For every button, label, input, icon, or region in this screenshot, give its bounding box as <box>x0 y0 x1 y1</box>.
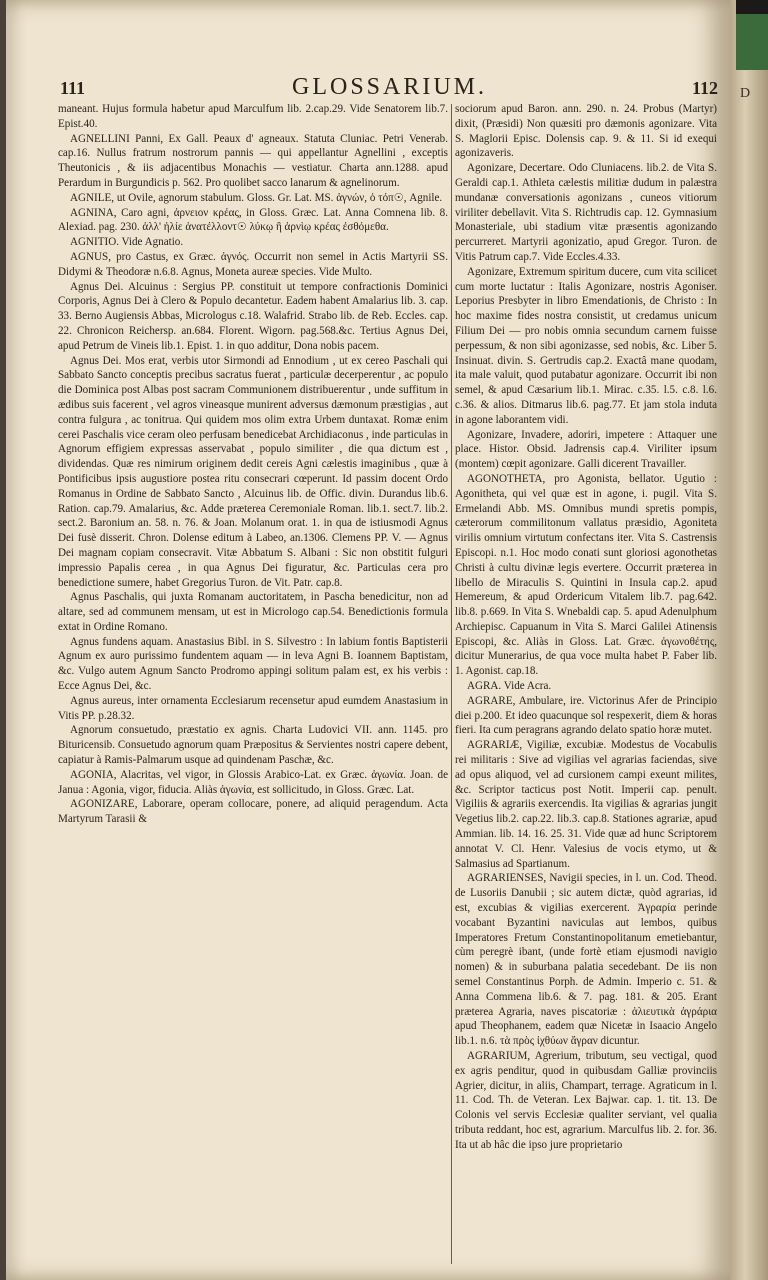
entry-agonizare-extremum: Agonizare, Extremum spiritum ducere, cum vita scilicet cum morte luctatur : Italis Agonizare, nostris Agoniser. Leporius Presbyter in libro Emendationis, de Christo : In hoc maxime fides nostra consistit, ut credamus unicum Filium Dei — pro nobis omnia secundum carnem fuisse perpessum, & non sibi agonizasse, sed nobis, &c. Liber 5. Insinuat. divin. S. Gertrudis cap.2. Exactâ mane quodam, ita male valuit, quod putabatur agonizare. Occurrit ibi non semel, & apud Cæsarium lib.1. Mirac. c.35. l.5. c.8. l.6. c.36. & alios. Ditmarus lib.6. pag.77. Et jam stola induta in agone laborantem vidi. <box>455 265 717 426</box>
entry-agnus-aureus: Agnus aureus, inter ornamenta Ecclesiarum recensetur apud eumdem Anastasium in Vitis PP. p.28.32. <box>58 694 448 722</box>
entry-agnus: AGNUS, pro Castus, ex Græc. ἁγνός. Occurrit non semel in Actis Martyrii SS. Didymi & Theodoræ n.6.8. Agnus, Moneta aureæ species. Vide Multo. <box>58 250 448 278</box>
entry-agra: AGRA. Vide Acra. <box>467 680 552 693</box>
entry-agnile: AGNILE, ut Ovile, agnorum stabulum. Gloss. Gr. Lat. MS. ἀγνών, ὁ τόπ☉, Agnile. <box>70 191 443 204</box>
entry-agrarienses: AGRARIENSES, Navigii species, in l. un. Cod. Theod. de Lusoriis Danubii ; sic autem dictæ, quòd agrarias, id est, excubias & vigilias exercerent. Ἀγραρία perinde vocabant Byzantini naviculas aut lembos, quibus Imperatores Fretum Constantinopolitanum emetiebantur, cùm peregrè ibant, (unde fortè etiam ejusmodi navigio nomen) & in suburbana palatia secedebant. De iis non semel Constantinus Porph. de Admin. Imperio c. 51. & Anna Commena lib.6. & 7. pag. 181. & 205. Erant præterea Agraria, naves piscatoriæ : ἁλιευτικὰ ἀγράρια apud Theophanem, eadem quæ Nicetæ in Isaacio Angelo lib.1. n.6. τὰ πρὸς ἰχθύων ἄγραν dicuntur. <box>455 872 717 1048</box>
entry-paragraph: sociorum apud Baron. ann. 290. n. 24. Probus (Martyr) dixit, (Præsidi) Non quæsiti pro dæmonis agonizare. Vita S. Maglorii Episc. Dolensis cap. 9. & 11. Si id exequi agonizaveris. <box>455 103 717 160</box>
entry-agonotheta: AGONOTHETA, pro Agonista, bellator. Ugutio : Agonitheta, qui vel quæ est in agone, i. pugil. Vita S. Ermelandi Abb. MS. Omnibus mundi spretis pompis, cæterorum commilitonum vallatus præsidio, Agoniteta virilis omnium virtutum confectans iter. Vita S. Castrensis Episcopi. n.1. Hoc modo conati sunt gloriosi agonothetas Christi à cultu divinæ legis evertere. Occurrit præterea in libello de Miraculis S. Quintini in Insula cap.2. apud Hemereum, & apud Ordericum Vitalem lib.7. pag.642. lib.8. p.669. In Vita S. Wnebaldi cap. 5. apud Adenulphum Archiepisc. Capuanum in Vita S. Marci Galilei Atinensis Episcopi, &c. Aliàs in Gloss. Lat. Græc. ἀγωνοθέτης, dicitur Munerarius, de qua voce multa habet P. Faber lib. 1. Agonist. cap.18. <box>455 472 717 678</box>
left-page-number: 111 <box>60 78 86 98</box>
entry-agrariae: AGRARIÆ, Vigiliæ, excubiæ. Modestus de Vocabulis rei militaris : Sive ad vigilias vel agrarias faciendas, sive ad opus aliquod, vel ad cursionem campi exeunt milites, &c. Scriptor tacticus post Notit. Imperii cap. penult. Vigiliis & agrariis exercendis. Ita vigilias & agrarias jungit Vegetius lib.2. cap.22. lib.3. cap.8. Stationes agrariæ, apud Ammian. lib. 14. 16. 25. 31. Vide quæ ad hunc Scriptorem annotat V. Cl. Henr. Valesius de vocis etymo, ut & Salmasius ad Spartianum. <box>455 739 717 870</box>
entry-agrarium: AGRARIUM, Agrerium, tributum, seu vectigal, quod ex agris penditur, quod in quibusdam Galliæ provinciis Agrier, dicitur, in aliis, Champart, terrage. Agraticum in l. 11. Cod. Th. de Veteran. Lex Bajwar. cap. 1. tit. 13. De Colonis vel servis Ecclesiæ qualiter serviant, vel qualia tributa reddant, hoc est, agrarium. Marculfus lib. 2. for. 36. Ita ut ab hâc die ipso jure proprietario <box>455 1050 717 1151</box>
entry-agnellini: AGNELLINI Panni, Ex Gall. Peaux d' agneaux. Statuta Cluniac. Petri Venerab. cap.16. Nullus fratrum nostrorum pannis — qui appellantur Agnellini , exceptis Theutonicis , & iis adjacentibus Monachis — vestiatur. Charta ann.1288. apud Perardum in Burgundicis p. 562. Pro quolibet sacco lanarum & agnelinorum. <box>58 132 448 189</box>
entry-agnorum-consuetudo: Agnorum consuetudo, præstatio ex agnis. Charta Ludovici VII. ann. 1145. pro Bituricensib. Consuetudo agnorum quam Præpositus & Servientes nostri capere debent, capiatur à Ramis-Palmarum usque ad quindenam Paschæ, &c. <box>58 724 448 767</box>
left-column <box>58 102 448 1267</box>
entry-paragraph: maneant. Hujus formula habetur apud Marculfum lib. 2.cap.29. Vide Senatorem lib.7. Epist.40. <box>58 103 448 130</box>
entry-agnus-paschalis: Agnus Paschalis, qui juxta Romanam auctoritatem, in Pascha benedicitur, non ad altare, sed ad communem mensam, ut est in Micrologo cap.54. Benedictionis formula extat in Ordine Romano. <box>58 591 448 633</box>
entry-agonizare-invadere: Agonizare, Invadere, adoriri, impetere : Attaquer une place. Histor. Obsid. Jadrensis cap.4. Viriliter ipsum (montem) cœpit agonizare. Galli dicerent Travailler. <box>455 428 717 471</box>
entry-agnitio: AGNITIO. Vide Agnatio. <box>70 236 184 249</box>
entry-agonia: AGONIA, Alacritas, vel vigor, in Glossis Arabico-Lat. ex Græc. ἀγωνία. Joan. de Janua : Agonia, vigor, fiducia. Aliàs ἀγωνία, est sollicitudo, in Gloss. Græc. Lat. <box>58 768 448 796</box>
entry-agonizare-decertare: Agonizare, Decertare. Odo Cluniacens. lib.2. de Vita S. Geraldi cap.1. Athleta cælestis militiæ dudum in palæstra mundanæ conversationis agonizans , cuneos vitiorum viriliter debellavit. Vita S. Richtrudis cap. 12. Gymnasium Monasteriale, ubi stadium vitæ præsentis agonizando percurreret. Martyrii agonizatio, apud Gregor. Turon. de Vitis Patrum cap.7. Vide Eccles.4.33. <box>455 162 717 263</box>
entry-agnus-fundens: Agnus fundens aquam. Anastasius Bibl. in S. Silvestro : In labium fontis Baptisterii Agnum ex auro purissimo fundentem aquam — in leva Agni B. Ioannem Baptistam, &c. Vulgo autem Agnum Sancto Prodromo appingi solitum palam est, ex his verbis : Ecce Agnus Dei, &c. <box>58 635 448 693</box>
page-title: GLOSSARIUM. <box>292 74 488 100</box>
right-page-number: 112 <box>691 78 718 98</box>
entry-agnina: AGNINA, Caro agni, ἀρνειον κρέας, in Gloss. Græc. Lat. Anna Comnena lib. 8. Alexiad. pag. 230. ἀλλ' ἠλίε ἀνατέλλοντ☉ λύκῳ ἢ ἀρνὶῳ κρέας ἐσθόμεθα. <box>58 206 448 234</box>
right-column <box>455 102 717 1267</box>
calibration-mark <box>736 0 768 14</box>
entry-agrare: AGRARE, Ambulare, ire. Victorinus Afer de Principio diei p.200. Et ideo quacunque sol respexerit, diem & horas fieri. Ita cum peragrans agrando delato spatio horæ mutet. <box>455 694 717 737</box>
entry-agnus-dei-2: Agnus Dei. Mos erat, verbis utor Sirmondi ad Ennodium , ut ex cereo Paschali qui Sabbato Sancto conceptis precibus sacratus fuerat , particulæ decerperentur , ac populo die Dominica post Albas post sacram Communionem distribuerentur , unde suffitum in ædibus suis facerent , vel agros vineasque munirent adversus dæmonum præstigias , aut contra fulgura , ac tonitrua. Qui quidem mos olim extra Urbem duntaxat. Romæ enim cerei Paschalis vice ceram oleo perfusam benedicebat Archidiaconus , inde particulas in Agnorum effigiem expressas asservabat , populo similiter , die qua dictum est , dividendas. Quæ res nimirum originem dedit cereis Agni cælestis imaginibus , quæ à Pontificibus ipsis augustiore postea ritu consecrari cœperunt. Id passim docent Ordo Romanus in Ordine de Sabbato Sancto , Alcuinus lib. de Offic. divin. Durandus lib.6. Ration. cap.79. Amalarius, &c. Adde præterea Ceremoniale Roman. lib.1. sect.7. lib.2. sect.2. Baronium an. 58. n. 76. & Joan. Molanum orat. 1. in qua de istiusmodi Agnus Dei fusè disserit. Chron. Dolense editum à Labeo, an.1306. Clemens PP. V. — Agnus Dei magnam copiam consecravit. Vitæ Abbatum S. Albani : Sic non obstitit fulguri impressio Papalis cerea , in qua Agnus Dei figuratur, &c. Particulas cera pro benedictione sumere, habet Gregorius Turon. de Vit. Patr. cap.8. <box>58 354 448 589</box>
entry-agnus-dei-1: Agnus Dei. Alcuinus : Sergius PP. constituit ut tempore confractionis Dominici Corporis, Agnus Dei à Clero & Populo decantetur. Eadem habent Amalarius lib. 3. cap. 33. Berno Augiensis Abbas, Micrologus c.18. Walafrid. Strabo lib. de Reb. Eccles. cap. 22. Chronicon Reichersp. an.684. Florent. Wigorn. pag.568.&c. Tertius Agnus Dei, apud Petrum de Vineis lib.1. Epist. 1. in quo additur, Dona nobis pacem. <box>58 280 448 352</box>
edge-letter: D <box>740 86 751 101</box>
column-divider <box>451 104 452 1264</box>
entry-agonizare: AGONIZARE, Laborare, operam collocare, ponere, ad aliquid peragendum. Acta Martyrum Tarasii & <box>58 798 448 826</box>
adjacent-page-edge <box>730 0 768 1280</box>
